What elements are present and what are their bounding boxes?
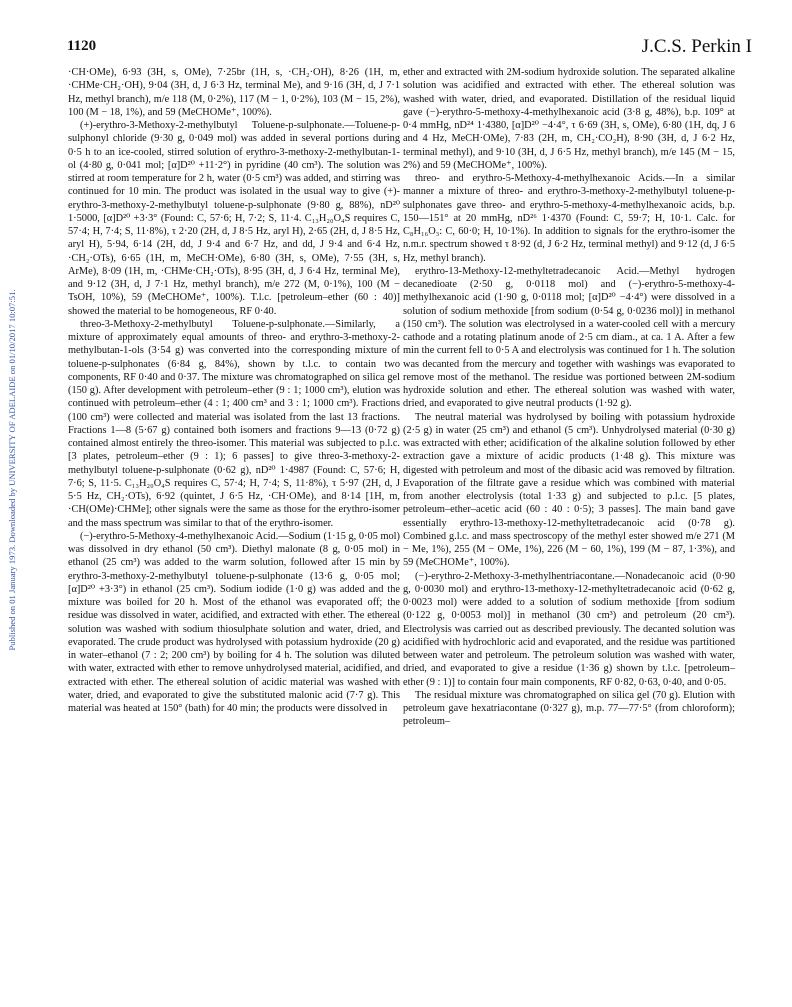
- paragraph: (−)-erythro-5-Methoxy-4-methylhexanoic Acid.—Sodium (1·15 g, 0·05 mol) was dissolved in dry ethanol (50 cm³). Diethyl malonate (8 g, 0·05 mol) in ethanol (25 cm³) was added to the warm solution, followed after 15 min by erythro-3-methoxy-2-methylbutyl toluene-p-sulphonate (13·6 g, 0·05 mol; [α]D²⁰ +3·3°) in ethanol (25 cm³). Sodium iodide (1·0 g) was added and the mixture was boiled for 20 h. Most of the ethanol was evaporated off; the residue was dissolved in water, acidified, and extracted with ether. The ethereal solution was washed with sodium thiosulphate solution and water, dried, and evaporated. The crude product was hydrolysed with potassium hydroxide (20 g) in water–ethanol (7 : 2; 200 cm³) by boiling for 4 h. The solution was diluted with water, extracted with ether to remove unhydrolysed material, acidified, and extracted with ether. The ethereal solution of acidic material was washed with water, dried, and evaporated to give the substituted malonic acid (7·7 g). This material was heated at 150° (bath) for 40 min; the products were dissolved in: [68, 530, 400, 714]
- paragraph: The residual mixture was chromatographed on silica gel (70 g). Elution with petroleum gave hexatriacontane (0·327 g), m.p. 77—77·5° (from chloroform); petroleum–: [403, 689, 735, 728]
- paragraph: (−)-erythro-2-Methoxy-3-methylhentriacontane.—Nonadecanoic acid (0·90 g, 0·0030 mol) and erythro-13-methoxy-12-methyltetradecanoic acid (0·62 g, 0·0023 mol) were added to a solution of sodium methoxide [from sodium (0·122 g, 0·0053 mol)] in methanol (30 cm³) and petroleum (20 cm³). Electrolysis was carried out as described previously. The decanted solution was acidified with hydrochloric acid and evaporated, and the residue was partitioned between water and petroleum. The petroleum solution was washed with water, dried, and evaporated to give a residue (1·36 g) shown by t.l.c. [petroleum–ether (9 : 1)] to contain four main components, RF 0·82, 0·63, 0·40, and 0·05.: [403, 570, 735, 688]
- paragraph: threo-3-Methoxy-2-methylbutyl Toluene-p-sulphonate.—Similarly, a mixture of approximately equal amounts of threo- and erythro-3-methoxy-2-methylbutan-1-ols (3·54 g) was converted into the corresponding mixture of toluene-p-sulphonates (6·84 g, 84%), shown by t.l.c. to contain two components, RF 0·40 and 0·37. The mixture was chromatographed on silica gel (150 g). After development with petroleum–ether (9 : 1; 1000 cm³), elution was continued with petroleum–ether (4 : 1; 400 cm³ and 3 : 1; 1000 cm³). Fractions (100 cm³) were collected and material was isolated from the last 13 fractions. Fractions 1—8 (5·67 g) contained both isomers and fractions 9—13 (0·72 g) contained almost entirely the threo-isomer. This material was subjected to p.l.c. [3 plates, petroleum–ether (9 : 1); 6 passes] to give threo-3-methoxy-2-methylbutyl toluene-p-sulphonate (0·62 g), nD²⁰ 1·4987 (Found: C, 57·6; H, 7·6; S, 11·5. C₁₃H₂₀O₄S requires C, 57·4; H, 7·4; S, 11·8%), τ 5·97 (2H, d, J 5·5 Hz, CH₂·OTs), 6·92 (quintet, J 6·5 Hz, ·CH·OMe), and 8·14 [1H, m, ·CH(OMe)·CHMe]; other signals were the same as those for the erythro-isomer and the mass spectrum was similar to that of the erythro-isomer.: [68, 318, 400, 529]
- paragraph: ether and extracted with 2M-sodium hydroxide solution. The separated alkaline solution was acidified and extracted with ether. The ethereal solution was washed with water, dried, and evaporated. Distillation of the residual liquid gave (−)-erythro-5-methoxy-4-methylhexanoic acid (3·8 g, 48%), b.p. 109° at 0·4 mmHg, nD²⁴ 1·4380, [α]D²⁰ −4·4°, τ 6·69 (3H, s, OMe), 6·80 (1H, dq, J 6 and 4 Hz, MeCH·OMe), 7·83 (2H, m, CH₂·CO₂H), 8·90 (3H, d, J 6·2 Hz, terminal methyl), and 9·10 (3H, d, J 6·5 Hz, methyl branch), m/e 145 (M − 15, 2%) and 59 (MeCHOMe⁺, 100%).: [403, 67, 735, 171]
- download-notice-text[interactable]: Published on 01 January 1973. Downloaded by UNIVERSITY OF ADELAIDE on 01/10/2017 10:07:51.: [7, 289, 17, 651]
- paragraph: (+)-erythro-3-Methoxy-2-methylbutyl Toluene-p-sulphonate.—Toluene-p-sulphonyl chloride (9·30 g, 0·049 mol) was added in several portions during 0·5 h to an ice-cooled, stirred solution of erythro-3-methoxy-2-methylbutan-1-ol (4·80 g, 0·041 mol; [α]D²⁰ +11·2°) in pyridine (40 cm³). The solution was stirred at room temperature for 2 h, water (0·5 cm³) was added, and stirring was continued for 10 min. The product was isolated in the usual way to give (+)-erythro-3-methoxy-2-methylbutyl toluene-p-sulphonate (9·80 g, 88%), nD²⁰ 1·5000, [α]D²⁰ +3·3° (Found: C, 57·6; H, 7·2; S, 11·4. C₁₃H₂₀O₄S requires C, 57·4; H, 7·4; S, 11·8%), τ 2·20 (2H, d, J 8·5 Hz, aryl H), 2·65 (2H, d, J 8·5 Hz, aryl H), 5·94, 6·14 (2H, dd, J 9·4 and 6·7 Hz, and dd, J 9·4 and 6·4 Hz, ·CH₂·OTs), 6·65 (1H, m, MeCH·OMe), 6·80 (3H, s, OMe), 7·55 (3H, s, ArMe), 8·09 (1H, m, ·CHMe·CH₂·OTs), 8·95 (3H, d, J 6·4 Hz, terminal Me), and 9·12 (3H, d, J 7·1 Hz, methyl branch), m/e 272 (M, 0·1%), 100 (M − TsOH, 10%), 59 (MeCHOMe⁺, 100%). T.l.c. [petroleum–ether (60 : 40)] showed the material to be homogeneous, RF 0·40.: [68, 120, 400, 317]
- paragraph: ·CH·OMe), 6·93 (3H, s, OMe), 7·25br (1H, s, ·CH₂·OH), 8·26 (1H, m, ·CHMe·CH₂·OH), 9·04 (3H, d, J 6·3 Hz, terminal Me), and 9·16 (3H, d, J 7·1 Hz, methyl branch), m/e 118 (M, 0·2%), 117 (M − 1, 0·2%), 103 (M − 15, 2%), 100 (M − 18, 1%), and 59 (MeCHOMe⁺, 100%).: [68, 67, 400, 118]
- left-column: [68, 66, 400, 715]
- paragraph: The neutral material was hydrolysed by boiling with potassium hydroxide (2·5 g) in water (25 cm³) and ethanol (5 cm³). Unhydrolysed material (0·30 g) was extracted with ether; acidification of the alkaline solution followed by ether extraction gave a mixture of acidic products (1·48 g). This mixture was digested with petroleum and most of the dibasic acid was removed by filtration. Evaporation of the filtrate gave a residue which was combined with material from another electrolysis (total 1·33 g) and subjected to p.l.c. [5 plates, petroleum–ether–acetic acid (60 : 40 : 0·5); 3 passes]. The main band gave essentially erythro-13-methoxy-12-methyltetradecanoic acid (0·78 g). Combined g.l.c. and mass spectroscopy of the methyl ester showed m/e 271 (M − Me, 1%), 255 (M − OMe, 1%), 226 (M − 60, 1%), 199 (M − 87, 1·3%), and 59 (MeCHOMe⁺, 100%).: [403, 411, 735, 569]
- right-column: [403, 66, 735, 729]
- paragraph: threo- and erythro-5-Methoxy-4-methylhexanoic Acids.—In a similar manner a mixture of threo- and erythro-3-methoxy-2-methylbutyl toluene-p-sulphonates gave threo- and erythro-5-methoxy-4-methylhexanoic acids, b.p. 150—151° at 20 mmHg, nD²⁶ 1·4370 (Found: C, 59·7; H, 10·1. Calc. for C₈H₁₆O₃: C, 60·0; H, 10·1%). In addition to signals for the erythro-isomer the n.m.r. spectrum showed τ 8·92 (d, J 6·2 Hz, terminal methyl) and 9·12 (d, J 6·5 Hz, methyl branch).: [403, 173, 735, 264]
- journal-title: J.C.S. Perkin I: [641, 36, 752, 57]
- download-notice: [5, 170, 19, 770]
- paragraph: erythro-13-Methoxy-12-methyltetradecanoic Acid.—Methyl hydrogen decanedioate (2·50 g, 0·0118 mol) and (−)-erythro-5-methoxy-4-methylhexanoic acid (1·90 g, 0·0118 mol; [α]D²⁰ −4·4°) were dissolved in a solution of sodium methoxide [from sodium (0·54 g, 0·0236 mol)] in methanol (150 cm³). The solution was electrolysed in a water-cooled cell with a mercury cathode and a rotating platinum anode of 2·5 cm diam., at ca. 1 A. After a few min the current fell to 0·5 A and electrolysis was continued for 1 h. The solution was decanted from the mercury and together with washings was evaporated to remove most of the methanol. The residue was portioned between 2M-sodium hydroxide solution and ether. The ethereal solution was washed with water, dried, and evaporated to give neutral products (1·92 g).: [403, 265, 735, 410]
- page-number: 1120: [67, 38, 97, 54]
